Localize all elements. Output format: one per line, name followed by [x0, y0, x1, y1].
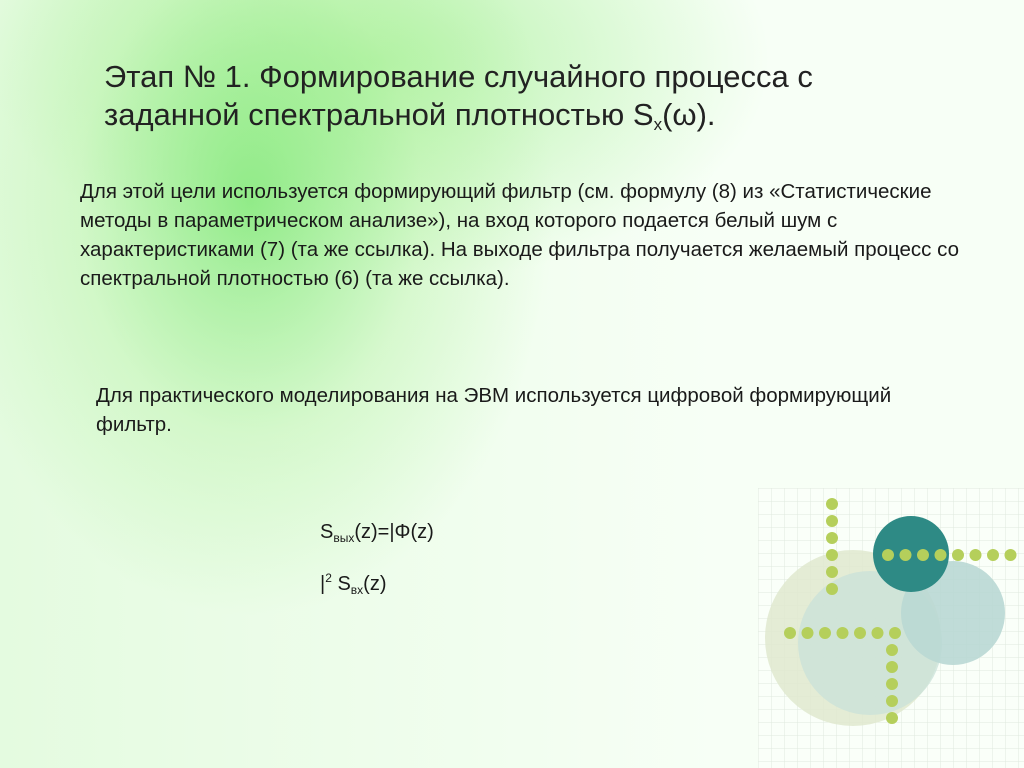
- formula-line-1-rest: (z)=|Φ(z): [354, 521, 434, 543]
- formula-line-2: [320, 558, 520, 610]
- green-dot: [900, 549, 912, 561]
- formula-exponent: 2: [325, 571, 332, 585]
- green-dot: [970, 549, 982, 561]
- green-dot: [826, 498, 838, 510]
- formula-abs-bar: |: [320, 573, 326, 595]
- formula-line-1: [320, 512, 520, 558]
- green-dot: [882, 549, 894, 561]
- slide-title: [104, 58, 924, 144]
- green-dot: [854, 627, 866, 639]
- green-dot: [826, 583, 838, 595]
- green-dot: [886, 712, 898, 724]
- green-dot: [889, 627, 901, 639]
- green-dot: [784, 627, 796, 639]
- title-line-1: Этап № 1. Формирование случайного процесса с: [104, 59, 813, 94]
- decorative-circles-graphic: [758, 488, 1024, 768]
- green-dot: [987, 549, 999, 561]
- formula-sub-out: вых: [333, 531, 355, 545]
- formula-line-2-rest: (z): [363, 573, 387, 595]
- paragraph-digital-filter: Для практического моделирования на ЭВМ используется цифровой формирующий фильтр.: [96, 384, 892, 436]
- green-dot: [826, 566, 838, 578]
- green-dot: [826, 515, 838, 527]
- paragraph-shaping-filter: Для этой цели используется формирующий фильтр (см. формулу (8) из «Статистические методы в параметрическом анализе»), на вход которого подается белый шум с характеристиками (7) (та же ссылка). На выходе фильтра получается желаемый процесс со спектральной плотностью (6) (та же ссылка).: [80, 180, 959, 290]
- green-dot: [886, 661, 898, 673]
- formula-s-out: S: [320, 521, 334, 543]
- green-dot: [872, 627, 884, 639]
- green-dot: [826, 549, 838, 561]
- green-dot: [802, 627, 814, 639]
- green-dot: [935, 549, 947, 561]
- green-dot: [837, 627, 849, 639]
- green-dot: [917, 549, 929, 561]
- green-dot: [826, 532, 838, 544]
- formula-s-in: S: [331, 573, 351, 595]
- green-dot: [886, 678, 898, 690]
- title-line-2-suffix: (ω).: [662, 97, 716, 132]
- title-line-2-prefix: заданной спектральной плотностью S: [104, 97, 654, 132]
- formula-sub-in: вх: [350, 583, 364, 597]
- title-subscript: x: [653, 115, 663, 134]
- green-dot: [952, 549, 964, 561]
- green-dot: [819, 627, 831, 639]
- spectral-formula: [320, 512, 520, 610]
- green-dot: [886, 695, 898, 707]
- green-dot: [886, 644, 898, 656]
- green-dot: [1005, 549, 1017, 561]
